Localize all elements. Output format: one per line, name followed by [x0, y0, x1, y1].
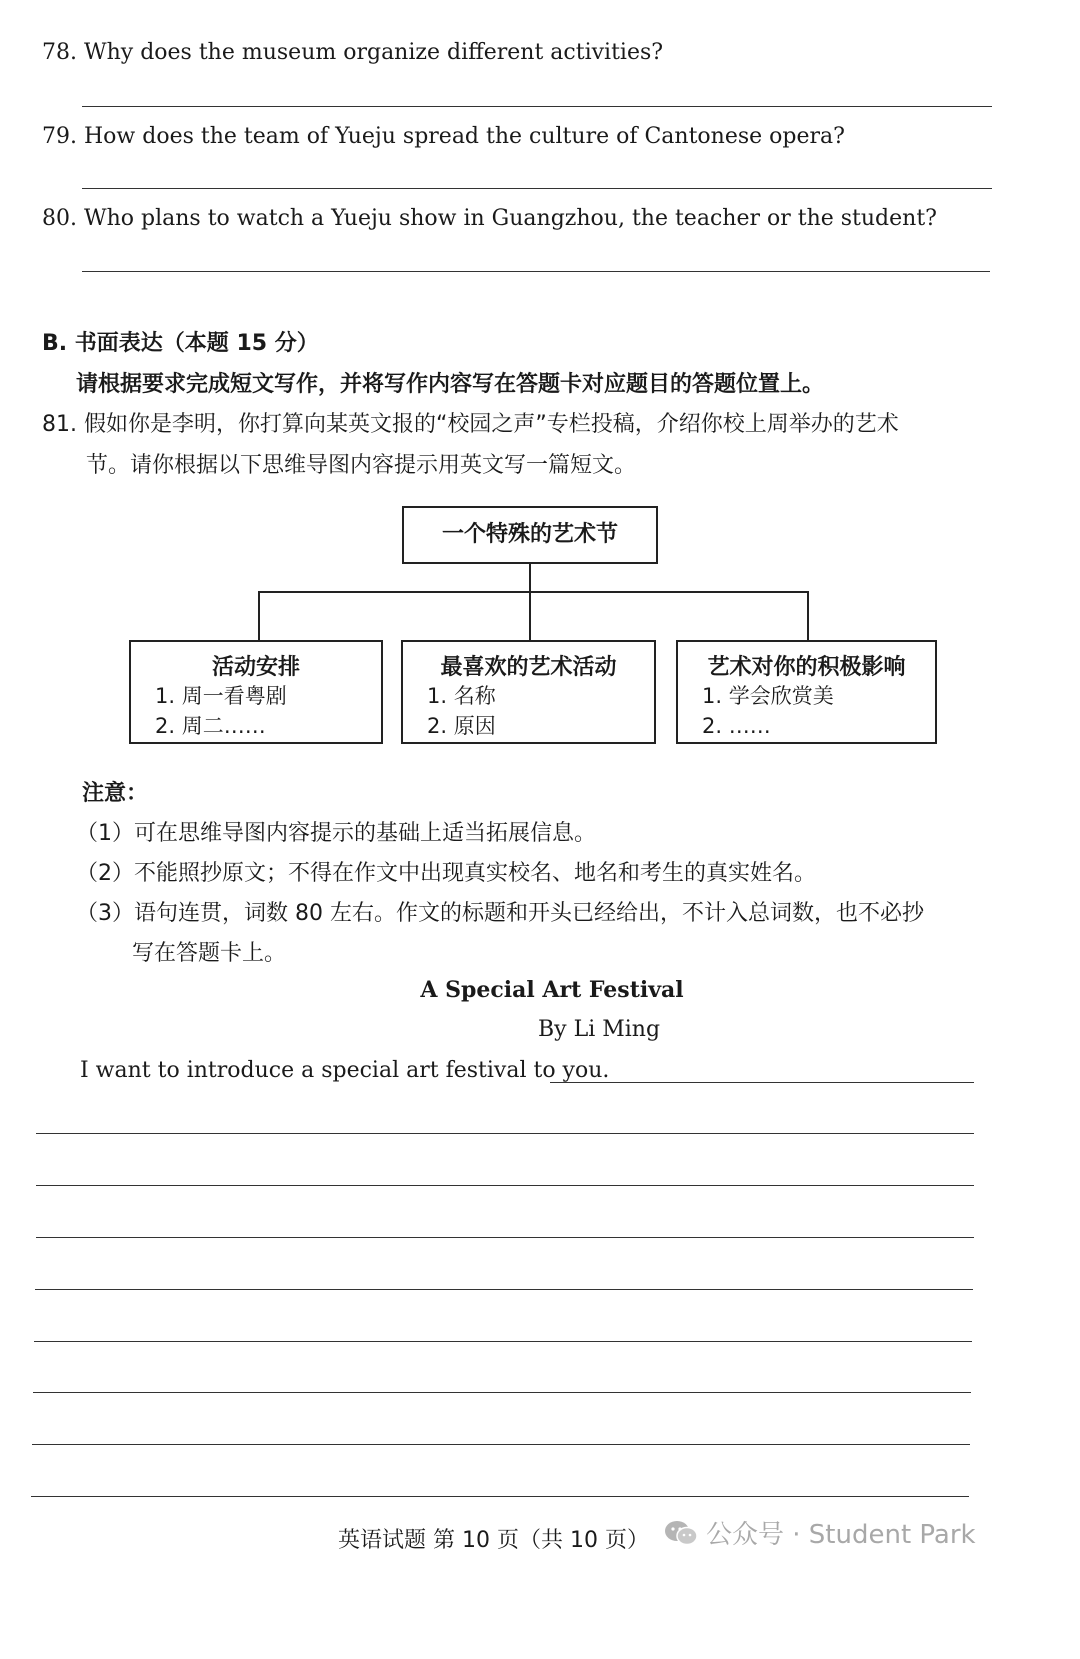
question-number: 81.	[42, 412, 77, 437]
watermark	[664, 1514, 976, 1551]
page-footer: 英语试题 第 10 页（共 10 页）	[338, 1528, 649, 1553]
question-number: 80.	[42, 206, 77, 231]
question-81-line1	[42, 407, 899, 438]
question-text: Why does the museum organize different activities?	[84, 40, 664, 65]
question-81-line2: 节。请你根据以下思维导图内容提示用英文写一篇短文。	[86, 453, 637, 478]
essay-line[interactable]	[35, 1289, 973, 1290]
watermark-text: 公众号 · Student Park	[706, 1520, 976, 1550]
mindmap-box-item: 1. 学会欣赏美	[702, 684, 834, 708]
answer-line-78[interactable]	[82, 106, 992, 107]
question-number: 79.	[42, 124, 77, 149]
mindmap-connector	[258, 591, 260, 641]
essay-line-first[interactable]	[550, 1082, 974, 1083]
mindmap-box-item: 2. 周二……	[155, 714, 266, 738]
question-79	[42, 124, 845, 149]
question-text: How does the team of Yueju spread the culture of Cantonese opera?	[84, 124, 845, 149]
mindmap-root-text: 一个特殊的艺术节	[441, 522, 618, 547]
mindmap-connector	[529, 591, 531, 641]
mindmap-box-item: 2. 原因	[427, 714, 496, 738]
essay-line[interactable]	[31, 1496, 969, 1497]
essay-byline: By Li Ming	[538, 1017, 661, 1042]
mindmap-box-title: 最喜欢的艺术活动	[440, 655, 617, 680]
essay-line[interactable]	[36, 1185, 974, 1186]
essay-line[interactable]	[32, 1444, 970, 1445]
essay-line[interactable]	[36, 1133, 974, 1134]
essay-opening: I want to introduce a special art festival to you.	[80, 1058, 610, 1083]
section-b-heading: B. 书面表达（本题 15 分）	[42, 331, 319, 356]
question-78	[42, 40, 663, 65]
mindmap-box-title: 活动安排	[211, 655, 300, 680]
mindmap-box-item: 1. 名称	[427, 684, 496, 708]
section-b-instruction: 请根据要求完成短文写作，并将写作内容写在答题卡对应题目的答题位置上。	[76, 372, 825, 397]
mindmap-box-title: 艺术对你的积极影响	[707, 655, 906, 680]
mindmap-box-schedule	[129, 640, 383, 744]
mindmap-box-influence	[676, 640, 937, 744]
essay-line[interactable]	[34, 1341, 972, 1342]
notes-heading: 注意：	[82, 781, 149, 806]
note-item-3: （3）语句连贯，词数 80 左右。作文的标题和开头已经给出，不计入总词数，也不必抄	[76, 901, 924, 926]
essay-title: A Special Art Festival	[420, 977, 684, 1003]
note-item-2: （2）不能照抄原文；不得在作文中出现真实校名、地名和考生的真实姓名。	[76, 861, 816, 886]
question-text: 假如你是李明，你打算向某英文报的“校园之声”专栏投稿，介绍你校上周举办的艺术	[84, 412, 899, 437]
note-item-1: （1）可在思维导图内容提示的基础上适当拓展信息。	[76, 821, 596, 846]
question-80	[42, 206, 937, 231]
mindmap-connector	[807, 591, 809, 641]
wechat-icon	[664, 1519, 698, 1547]
mindmap-box-item: 2. ……	[702, 714, 771, 738]
answer-line-80[interactable]	[82, 271, 990, 272]
question-number: 78.	[42, 40, 77, 65]
essay-line[interactable]	[36, 1237, 974, 1238]
answer-line-79[interactable]	[82, 188, 992, 189]
mindmap-connector	[529, 564, 531, 592]
mindmap-connector	[258, 591, 809, 593]
mindmap-box-favorite	[401, 640, 656, 744]
question-text: Who plans to watch a Yueju show in Guangzhou, the teacher or the student?	[84, 206, 937, 231]
mindmap-box-item: 1. 周一看粤剧	[155, 684, 287, 708]
essay-line[interactable]	[33, 1392, 971, 1393]
mindmap-root-box	[402, 506, 658, 564]
note-item-3-cont: 写在答题卡上。	[132, 941, 287, 966]
